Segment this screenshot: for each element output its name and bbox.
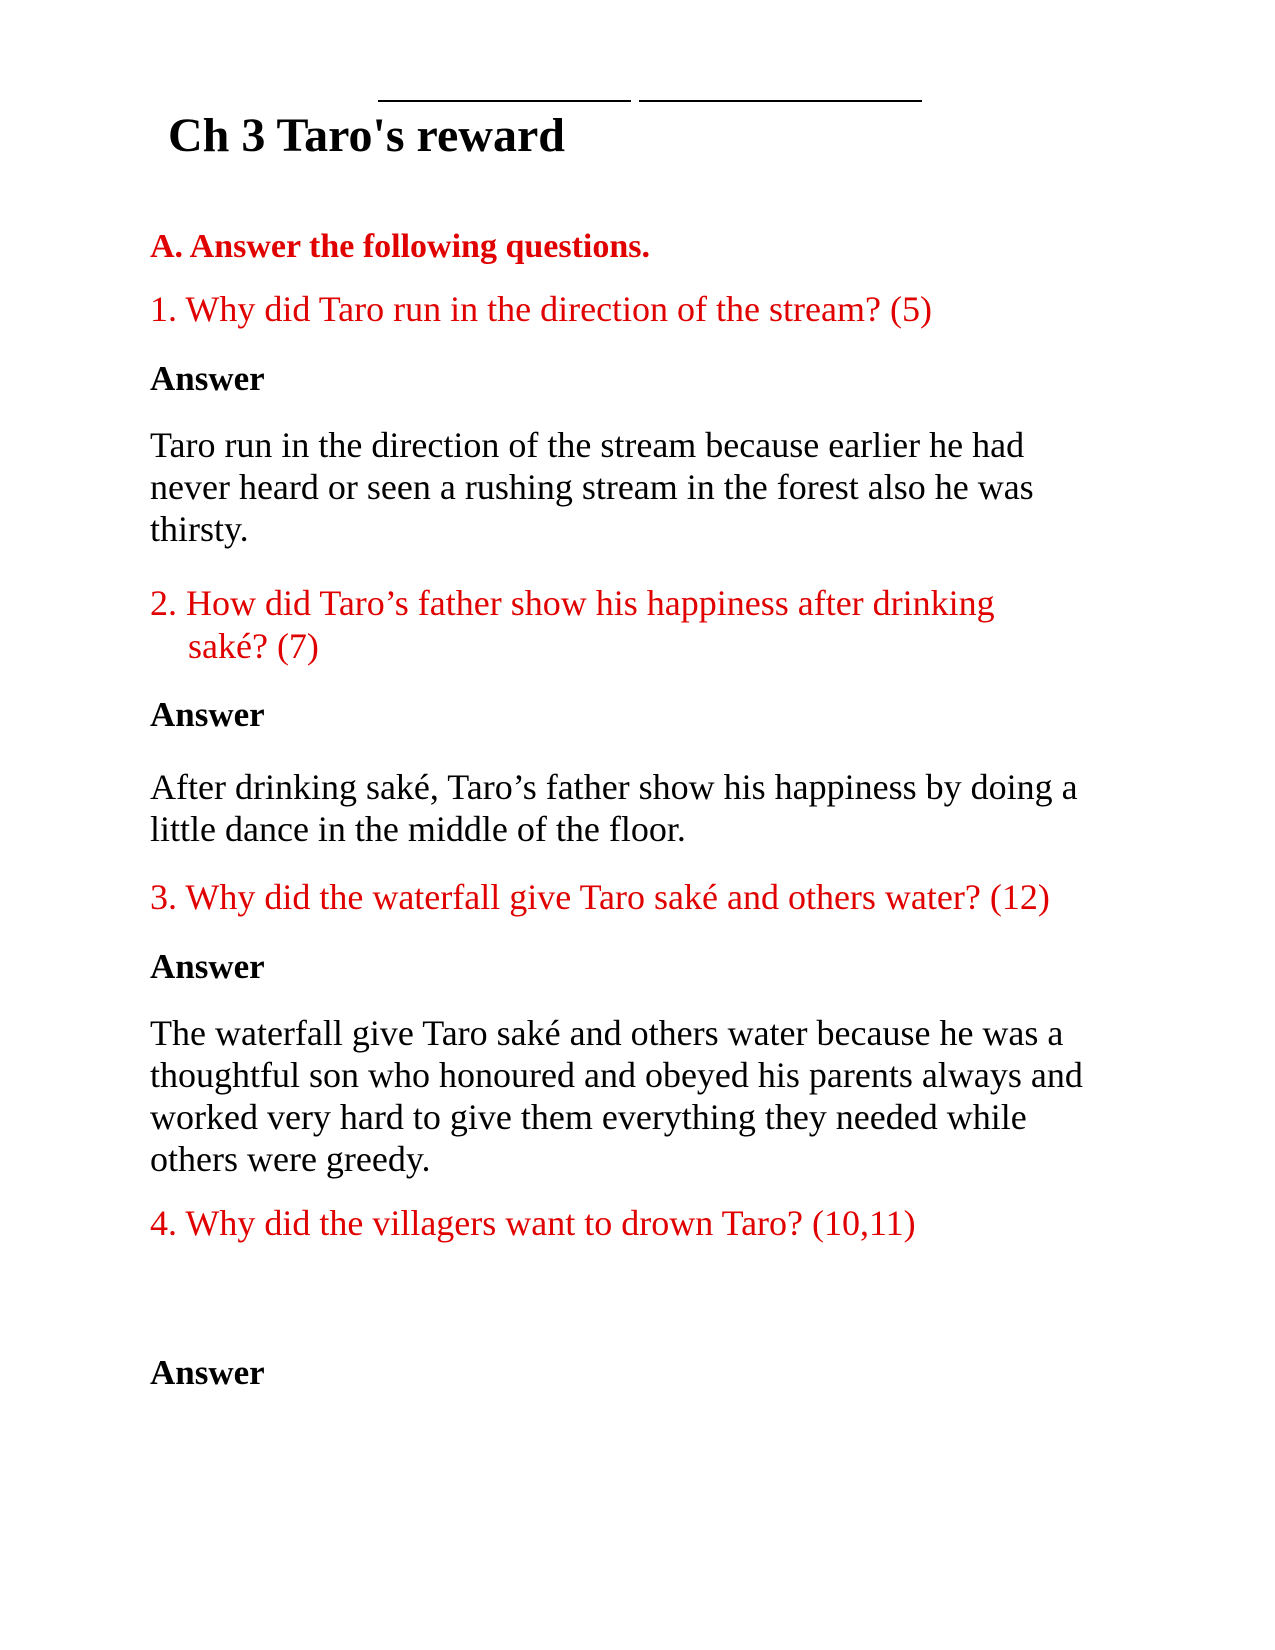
question-number: 3.	[150, 877, 177, 917]
name-blank-line	[378, 100, 631, 102]
question-number: 4.	[150, 1203, 177, 1243]
answer-line: The waterfall give Taro saké and others water because he was a	[150, 1013, 1064, 1053]
question-number: 2.	[150, 583, 177, 623]
answer-text-2	[150, 766, 1150, 850]
question-text: Why did the waterfall give Taro saké and others water? (12)	[185, 877, 1050, 917]
question-1	[150, 288, 932, 331]
section-heading: A. Answer the following questions.	[150, 228, 650, 265]
answer-line: others were greedy.	[150, 1139, 431, 1179]
question-text: How did Taro’s father show his happiness after drinking	[186, 583, 995, 623]
answer-line: worked very hard to give them everything they needed while	[150, 1097, 1027, 1137]
answer-text-3	[150, 1012, 1150, 1180]
answer-line: Taro run in the direction of the stream because earlier he had	[150, 425, 1025, 465]
question-text: Why did the villagers want to drown Taro? (10,11)	[185, 1203, 916, 1243]
page-title: Ch 3 Taro's reward	[168, 109, 565, 162]
answer-line: thirsty.	[150, 509, 249, 549]
answer-label-3: Answer	[150, 947, 265, 986]
answer-label-1: Answer	[150, 359, 265, 398]
question-3	[150, 876, 1050, 919]
question-2	[150, 582, 995, 668]
answer-line: After drinking saké, Taro’s father show his happiness by doing a	[150, 767, 1078, 807]
answer-label-2: Answer	[150, 695, 265, 734]
question-4	[150, 1202, 916, 1245]
question-text: Why did Taro run in the direction of the stream? (5)	[185, 289, 932, 329]
answer-line: little dance in the middle of the floor.	[150, 809, 686, 849]
answer-line: thoughtful son who honoured and obeyed his parents always and	[150, 1055, 1083, 1095]
question-text-continued: saké? (7)	[188, 626, 319, 666]
roll-blank-line	[639, 100, 922, 102]
answer-label-4: Answer	[150, 1353, 265, 1392]
question-number: 1.	[150, 289, 177, 329]
answer-text-1	[150, 424, 1150, 550]
answer-line: never heard or seen a rushing stream in the forest also he was	[150, 467, 1034, 507]
